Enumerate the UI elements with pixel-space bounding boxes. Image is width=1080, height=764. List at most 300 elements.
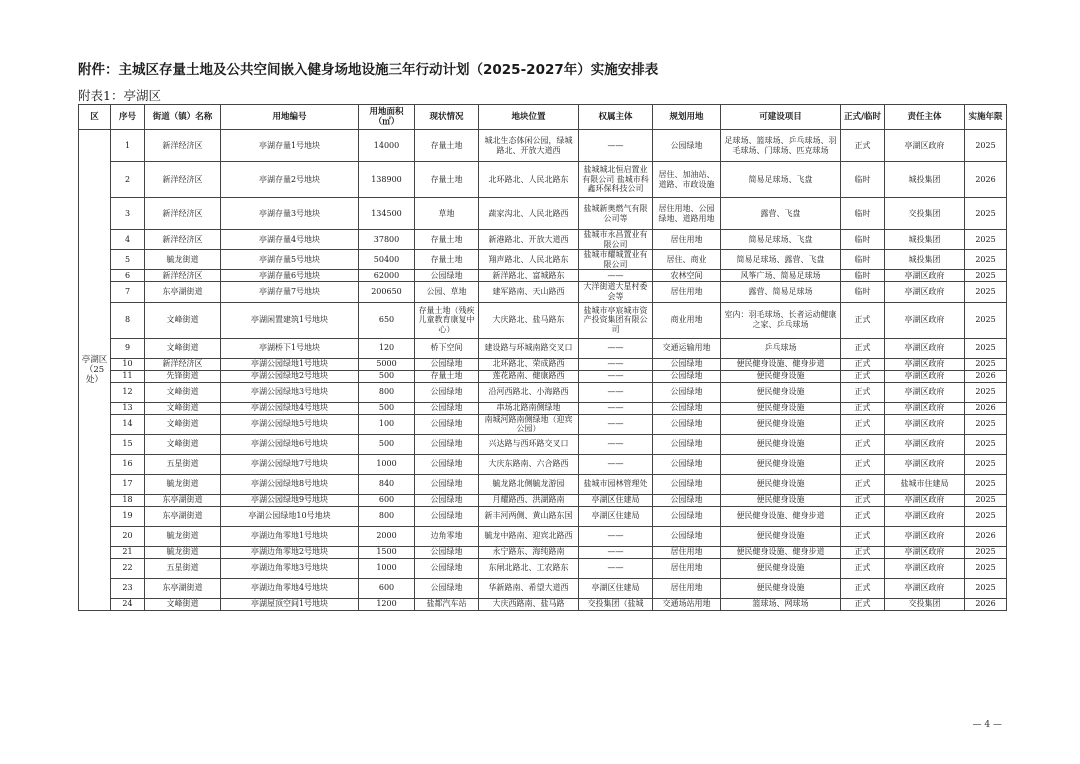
- table-row: [79, 434, 1007, 454]
- cell-year: 2026: [965, 162, 1007, 198]
- cell-code: 亭湖边角零地1号地块: [221, 526, 359, 546]
- table-row: [79, 558, 1007, 578]
- cell-status: 公园绿地: [415, 454, 479, 474]
- cell-project: 简易足球场、飞盘: [721, 162, 841, 198]
- cell-code: 亭湖公园绿地9号地块: [221, 494, 359, 506]
- table-row: [79, 338, 1007, 358]
- cell-type: 正式: [841, 526, 885, 546]
- cell-type: 正式: [841, 382, 885, 402]
- cell-location: 兴达路与西环路交叉口: [479, 434, 579, 454]
- cell-year: 2026: [965, 402, 1007, 414]
- cell-type: 正式: [841, 302, 885, 338]
- cell-street: 新洋经济区: [145, 198, 221, 230]
- cell-type: 正式: [841, 546, 885, 558]
- cell-street: 文峰街道: [145, 382, 221, 402]
- cell-street: 文峰街道: [145, 598, 221, 610]
- table-row: [79, 526, 1007, 546]
- cell-plan-use: 居住、商业: [653, 250, 721, 270]
- cell-year: 2025: [965, 434, 1007, 454]
- cell-owner: 盐城新奥燃气有限公司等: [579, 198, 653, 230]
- cell-location: 新丰河两侧、黄山路东国: [479, 506, 579, 526]
- cell-street: 新洋经济区: [145, 230, 221, 250]
- cell-no: 12: [111, 382, 145, 402]
- cell-plan-use: 居住用地: [653, 558, 721, 578]
- cell-street: 东亭湖街道: [145, 578, 221, 598]
- cell-location: 毓龙中路南、迎宾北路西: [479, 526, 579, 546]
- cell-no: 24: [111, 598, 145, 610]
- cell-plan-use: 交通场站用地: [653, 598, 721, 610]
- cell-year: 2025: [965, 454, 1007, 474]
- cell-project: 便民健身设施: [721, 382, 841, 402]
- header-cell: 正式/临时: [841, 105, 885, 130]
- cell-owner: ——: [579, 546, 653, 558]
- cell-type: 正式: [841, 358, 885, 370]
- cell-street: 五星街道: [145, 454, 221, 474]
- cell-code: 亭湖公园绿地3号地块: [221, 382, 359, 402]
- cell-location: 沿河西路北、小海路西: [479, 382, 579, 402]
- cell-area: 62000: [359, 270, 415, 282]
- cell-owner: 亭湖区住建局: [579, 578, 653, 598]
- header-cell: 地块位置: [479, 105, 579, 130]
- table-row: [79, 578, 1007, 598]
- cell-year: 2025: [965, 282, 1007, 302]
- cell-no: 1: [111, 130, 145, 162]
- cell-location: 大庆路北、盐马路东: [479, 302, 579, 338]
- cell-responsible: 亭湖区政府: [885, 130, 965, 162]
- cell-code: 亭湖存量2号地块: [221, 162, 359, 198]
- cell-street: 毓龙街道: [145, 250, 221, 270]
- cell-code: 亭湖边角零地2号地块: [221, 546, 359, 558]
- cell-plan-use: 公园绿地: [653, 358, 721, 370]
- cell-no: 20: [111, 526, 145, 546]
- cell-project: 露营、飞盘: [721, 198, 841, 230]
- table-row: [79, 270, 1007, 282]
- cell-street: 文峰街道: [145, 302, 221, 338]
- cell-responsible: 亭湖区政府: [885, 454, 965, 474]
- cell-street: 东亭湖街道: [145, 506, 221, 526]
- cell-area: 650: [359, 302, 415, 338]
- cell-no: 3: [111, 198, 145, 230]
- cell-project: 便民健身设施: [721, 558, 841, 578]
- cell-street: 新洋经济区: [145, 130, 221, 162]
- header-cell: 街道（镇）名称: [145, 105, 221, 130]
- cell-owner: ——: [579, 402, 653, 414]
- table-row: [79, 454, 1007, 474]
- cell-street: 毓龙街道: [145, 474, 221, 494]
- cell-owner: ——: [579, 370, 653, 382]
- district-cell: 亭湖区（25处）: [79, 130, 111, 611]
- cell-project: 篮球场、网球场: [721, 598, 841, 610]
- cell-no: 11: [111, 370, 145, 382]
- cell-area: 840: [359, 474, 415, 494]
- cell-location: 翔声路北、人民北路东: [479, 250, 579, 270]
- table-row: [79, 474, 1007, 494]
- cell-owner: 亭湖区住建局: [579, 494, 653, 506]
- cell-no: 16: [111, 454, 145, 474]
- cell-no: 22: [111, 558, 145, 578]
- cell-location: 华新路南、希望大道西: [479, 578, 579, 598]
- cell-responsible: 亭湖区政府: [885, 578, 965, 598]
- cell-area: 500: [359, 402, 415, 414]
- cell-status: 公园绿地: [415, 474, 479, 494]
- header-cell: 可建设项目: [721, 105, 841, 130]
- header-cell: 权属主体: [579, 105, 653, 130]
- table-row: [79, 370, 1007, 382]
- cell-area: 800: [359, 382, 415, 402]
- cell-code: 亭湖存量4号地块: [221, 230, 359, 250]
- cell-status: 存量土地（残疾儿童教育康复中心）: [415, 302, 479, 338]
- cell-type: 临时: [841, 230, 885, 250]
- table-row: [79, 382, 1007, 402]
- cell-year: 2025: [965, 474, 1007, 494]
- cell-owner: 大洋街道大星村委会等: [579, 282, 653, 302]
- cell-year: 2025: [965, 230, 1007, 250]
- table-row: [79, 250, 1007, 270]
- cell-project: 便民健身设施、健身步道: [721, 506, 841, 526]
- implementation-table: [78, 104, 1007, 611]
- cell-status: 公园绿地: [415, 546, 479, 558]
- cell-status: 公园绿地: [415, 578, 479, 598]
- cell-location: 南城河路南侧绿地（迎宾公园）: [479, 414, 579, 434]
- cell-project: 便民健身设施: [721, 526, 841, 546]
- cell-owner: ——: [579, 558, 653, 578]
- cell-area: 600: [359, 578, 415, 598]
- header-cell: 规划用地: [653, 105, 721, 130]
- cell-type: 临时: [841, 250, 885, 270]
- cell-year: 2025: [965, 358, 1007, 370]
- cell-owner: ——: [579, 130, 653, 162]
- cell-area: 1500: [359, 546, 415, 558]
- cell-type: 临时: [841, 162, 885, 198]
- cell-status: 公园绿地: [415, 382, 479, 402]
- cell-no: 19: [111, 506, 145, 526]
- cell-type: 正式: [841, 414, 885, 434]
- cell-area: 200650: [359, 282, 415, 302]
- cell-location: 毓龙路北侧毓龙游园: [479, 474, 579, 494]
- cell-street: 文峰街道: [145, 414, 221, 434]
- cell-plan-use: 居住、加油站、道路、市政设施: [653, 162, 721, 198]
- cell-status: 公园绿地: [415, 414, 479, 434]
- cell-status: 公园绿地: [415, 558, 479, 578]
- header-cell: 责任主体: [885, 105, 965, 130]
- cell-year: 2026: [965, 370, 1007, 382]
- header-cell: 用地面积（㎡）: [359, 105, 415, 130]
- cell-location: 大庆东路南、六合路西: [479, 454, 579, 474]
- cell-owner: 盐城市园林管理处: [579, 474, 653, 494]
- cell-plan-use: 农林空间: [653, 270, 721, 282]
- cell-status: 公园绿地: [415, 434, 479, 454]
- cell-year: 2025: [965, 250, 1007, 270]
- cell-area: 134500: [359, 198, 415, 230]
- cell-code: 亭湖公园绿地8号地块: [221, 474, 359, 494]
- cell-type: 正式: [841, 130, 885, 162]
- cell-responsible: 亭湖区政府: [885, 414, 965, 434]
- cell-year: 2026: [965, 526, 1007, 546]
- cell-location: 大庆西路南、盐马路: [479, 598, 579, 610]
- cell-no: 6: [111, 270, 145, 282]
- cell-project: 风筝广场、简易足球场: [721, 270, 841, 282]
- cell-responsible: 亭湖区政府: [885, 558, 965, 578]
- cell-status: 草地: [415, 198, 479, 230]
- cell-no: 9: [111, 338, 145, 358]
- cell-status: 边角零地: [415, 526, 479, 546]
- cell-area: 138900: [359, 162, 415, 198]
- cell-street: 新洋经济区: [145, 358, 221, 370]
- cell-project: 简易足球场、露营、飞盘: [721, 250, 841, 270]
- cell-owner: 盐城市永昌置业有限公司: [579, 230, 653, 250]
- cell-owner: ——: [579, 526, 653, 546]
- cell-status: 存量土地: [415, 250, 479, 270]
- cell-street: 文峰街道: [145, 338, 221, 358]
- cell-project: 便民健身设施: [721, 370, 841, 382]
- cell-status: 公园绿地: [415, 506, 479, 526]
- cell-project: 乒乓球场: [721, 338, 841, 358]
- cell-responsible: 亭湖区政府: [885, 546, 965, 558]
- cell-responsible: 亭湖区政府: [885, 270, 965, 282]
- cell-owner: 盐城市耀城置业有限公司: [579, 250, 653, 270]
- cell-owner: 交投集团（盐城: [579, 598, 653, 610]
- cell-status: 存量土地: [415, 130, 479, 162]
- cell-street: 文峰街道: [145, 402, 221, 414]
- cell-location: 城北生态体闲公园，绿城路北、开放大道西: [479, 130, 579, 162]
- cell-no: 17: [111, 474, 145, 494]
- cell-no: 13: [111, 402, 145, 414]
- cell-no: 10: [111, 358, 145, 370]
- cell-area: 2000: [359, 526, 415, 546]
- table-row: [79, 598, 1007, 610]
- cell-no: 23: [111, 578, 145, 598]
- cell-plan-use: 交通运输用地: [653, 338, 721, 358]
- cell-type: 正式: [841, 494, 885, 506]
- cell-area: 14000: [359, 130, 415, 162]
- cell-responsible: 盐城市住建局: [885, 474, 965, 494]
- cell-year: 2025: [965, 546, 1007, 558]
- table-row: [79, 506, 1007, 526]
- cell-location: 莲花路南、健康路西: [479, 370, 579, 382]
- cell-type: 正式: [841, 598, 885, 610]
- cell-owner: ——: [579, 382, 653, 402]
- cell-project: 便民健身设施: [721, 414, 841, 434]
- cell-project: 足球场、篮球场、乒乓球场、羽毛球场、门球场、匹克球场: [721, 130, 841, 162]
- cell-location: 建军路南、天山路西: [479, 282, 579, 302]
- cell-area: 5000: [359, 358, 415, 370]
- cell-year: 2025: [965, 302, 1007, 338]
- cell-status: 公园、草地: [415, 282, 479, 302]
- cell-street: 新洋经济区: [145, 270, 221, 282]
- cell-location: 新洋路北、富城路东: [479, 270, 579, 282]
- cell-street: 毓龙街道: [145, 546, 221, 558]
- cell-responsible: 城投集团: [885, 230, 965, 250]
- cell-street: 五星街道: [145, 558, 221, 578]
- cell-no: 7: [111, 282, 145, 302]
- cell-year: 2025: [965, 338, 1007, 358]
- cell-area: 1000: [359, 454, 415, 474]
- cell-type: 临时: [841, 270, 885, 282]
- cell-street: 先锋街道: [145, 370, 221, 382]
- cell-street: 毓龙街道: [145, 526, 221, 546]
- cell-location: 建设路与环城南路交叉口: [479, 338, 579, 358]
- table-body: [79, 130, 1007, 611]
- cell-code: 亭湖边角零地4号地块: [221, 578, 359, 598]
- cell-no: 21: [111, 546, 145, 558]
- cell-year: 2025: [965, 198, 1007, 230]
- cell-responsible: 亭湖区政府: [885, 358, 965, 370]
- cell-plan-use: 公园绿地: [653, 414, 721, 434]
- cell-owner: ——: [579, 270, 653, 282]
- cell-plan-use: 公园绿地: [653, 382, 721, 402]
- cell-project: 便民健身设施: [721, 578, 841, 598]
- cell-type: 临时: [841, 282, 885, 302]
- cell-project: 便民健身设施、健身步道: [721, 358, 841, 370]
- cell-area: 37800: [359, 230, 415, 250]
- cell-code: 亭湖存量6号地块: [221, 270, 359, 282]
- cell-type: 正式: [841, 338, 885, 358]
- cell-year: 2025: [965, 494, 1007, 506]
- cell-status: 公园绿地: [415, 270, 479, 282]
- cell-plan-use: 公园绿地: [653, 526, 721, 546]
- cell-owner: 亭湖区住建局: [579, 506, 653, 526]
- cell-type: 正式: [841, 506, 885, 526]
- cell-year: 2025: [965, 506, 1007, 526]
- cell-project: 便民健身设施、健身步道: [721, 546, 841, 558]
- cell-area: 100: [359, 414, 415, 434]
- cell-owner: ——: [579, 454, 653, 474]
- cell-type: 正式: [841, 434, 885, 454]
- table-row: [79, 494, 1007, 506]
- cell-responsible: 亭湖区政府: [885, 526, 965, 546]
- page-number: — 4 —: [972, 720, 1002, 730]
- table-row: [79, 414, 1007, 434]
- cell-project: 便民健身设施: [721, 434, 841, 454]
- cell-code: 亭湖边角零地3号地块: [221, 558, 359, 578]
- cell-code: 亭湖公园绿地6号地块: [221, 434, 359, 454]
- cell-owner: 盐城城北恒启置业有限公司 盐城市科鑫环保科技公司: [579, 162, 653, 198]
- header-cell: 区: [79, 105, 111, 130]
- cell-type: 正式: [841, 370, 885, 382]
- cell-no: 2: [111, 162, 145, 198]
- cell-no: 15: [111, 434, 145, 454]
- cell-status: 公园绿地: [415, 402, 479, 414]
- table-row: [79, 302, 1007, 338]
- cell-code: 亭湖闲置建筑1号地块: [221, 302, 359, 338]
- cell-status: 存量土地: [415, 162, 479, 198]
- cell-plan-use: 商业用地: [653, 302, 721, 338]
- cell-plan-use: 居住用地: [653, 578, 721, 598]
- cell-location: 新港路北、开放大道西: [479, 230, 579, 250]
- cell-code: 亭湖公园绿地5号地块: [221, 414, 359, 434]
- cell-code: 亭湖公园绿地1号地块: [221, 358, 359, 370]
- cell-responsible: 亭湖区政府: [885, 506, 965, 526]
- cell-no: 4: [111, 230, 145, 250]
- cell-status: 公园绿地: [415, 494, 479, 506]
- cell-project: 露营、简易足球场: [721, 282, 841, 302]
- cell-plan-use: 公园绿地: [653, 370, 721, 382]
- cell-area: 500: [359, 370, 415, 382]
- cell-responsible: 城投集团: [885, 250, 965, 270]
- cell-location: 东闸北路北、工农路东: [479, 558, 579, 578]
- document-title: 附件：主城区存量土地及公共空间嵌入健身场地设施三年行动计划（2025-2027年）实施安排表: [78, 62, 659, 78]
- table-row: [79, 282, 1007, 302]
- cell-responsible: 亭湖区政府: [885, 434, 965, 454]
- cell-type: 正式: [841, 558, 885, 578]
- table-row: [79, 402, 1007, 414]
- cell-type: 正式: [841, 578, 885, 598]
- cell-code: 亭湖公园绿地7号地块: [221, 454, 359, 474]
- cell-responsible: 亭湖区政府: [885, 338, 965, 358]
- cell-project: 简易足球场、飞盘: [721, 230, 841, 250]
- cell-responsible: 亭湖区政府: [885, 382, 965, 402]
- cell-code: 亭湖存量7号地块: [221, 282, 359, 302]
- cell-year: 2025: [965, 382, 1007, 402]
- table-row: [79, 230, 1007, 250]
- cell-area: 500: [359, 434, 415, 454]
- cell-project: 室内：羽毛球场、长者运动健康之家、乒乓球场: [721, 302, 841, 338]
- table-row: [79, 546, 1007, 558]
- cell-no: 14: [111, 414, 145, 434]
- cell-plan-use: 公园绿地: [653, 402, 721, 414]
- table-header-row: [79, 105, 1007, 130]
- cell-responsible: 交投集团: [885, 198, 965, 230]
- cell-type: 临时: [841, 198, 885, 230]
- cell-year: 2025: [965, 270, 1007, 282]
- cell-status: 存量土地: [415, 370, 479, 382]
- cell-status: 存量土地: [415, 230, 479, 250]
- cell-location: 蔬家沟北、人民北路西: [479, 198, 579, 230]
- cell-status: 盐都汽车站: [415, 598, 479, 610]
- cell-code: 亭湖公园绿地2号地块: [221, 370, 359, 382]
- cell-code: 亭湖公园绿地10号地块: [221, 506, 359, 526]
- cell-area: 1000: [359, 558, 415, 578]
- header-cell: 用地编号: [221, 105, 359, 130]
- cell-year: 2025: [965, 578, 1007, 598]
- cell-area: 1200: [359, 598, 415, 610]
- cell-project: 便民健身设施: [721, 402, 841, 414]
- cell-code: 亭湖公园绿地4号地块: [221, 402, 359, 414]
- cell-responsible: 城投集团: [885, 162, 965, 198]
- cell-owner: 盐城市亭宸城市资产投资集团有限公司: [579, 302, 653, 338]
- cell-no: 5: [111, 250, 145, 270]
- cell-year: 2025: [965, 130, 1007, 162]
- table-row: [79, 358, 1007, 370]
- table-row: [79, 130, 1007, 162]
- cell-plan-use: 公园绿地: [653, 130, 721, 162]
- table-row: [79, 198, 1007, 230]
- cell-no: 8: [111, 302, 145, 338]
- cell-owner: ——: [579, 338, 653, 358]
- cell-code: 亭湖存量5号地块: [221, 250, 359, 270]
- cell-status: 公园绿地: [415, 358, 479, 370]
- cell-responsible: 亭湖区政府: [885, 370, 965, 382]
- cell-responsible: 交投集团: [885, 598, 965, 610]
- cell-area: 600: [359, 494, 415, 506]
- table-row: [79, 162, 1007, 198]
- cell-plan-use: 公园绿地: [653, 474, 721, 494]
- cell-code: 亭湖屋顶空间1号地块: [221, 598, 359, 610]
- cell-code: 亭湖桥下1号地块: [221, 338, 359, 358]
- cell-responsible: 亭湖区政府: [885, 402, 965, 414]
- cell-street: 东亭湖街道: [145, 282, 221, 302]
- cell-location: 北环路北、荣成路西: [479, 358, 579, 370]
- cell-plan-use: 公园绿地: [653, 494, 721, 506]
- cell-area: 50400: [359, 250, 415, 270]
- cell-area: 120: [359, 338, 415, 358]
- cell-street: 新洋经济区: [145, 162, 221, 198]
- cell-no: 18: [111, 494, 145, 506]
- cell-responsible: 亭湖区政府: [885, 494, 965, 506]
- cell-year: 2025: [965, 558, 1007, 578]
- cell-type: 正式: [841, 454, 885, 474]
- cell-plan-use: 居住用地: [653, 230, 721, 250]
